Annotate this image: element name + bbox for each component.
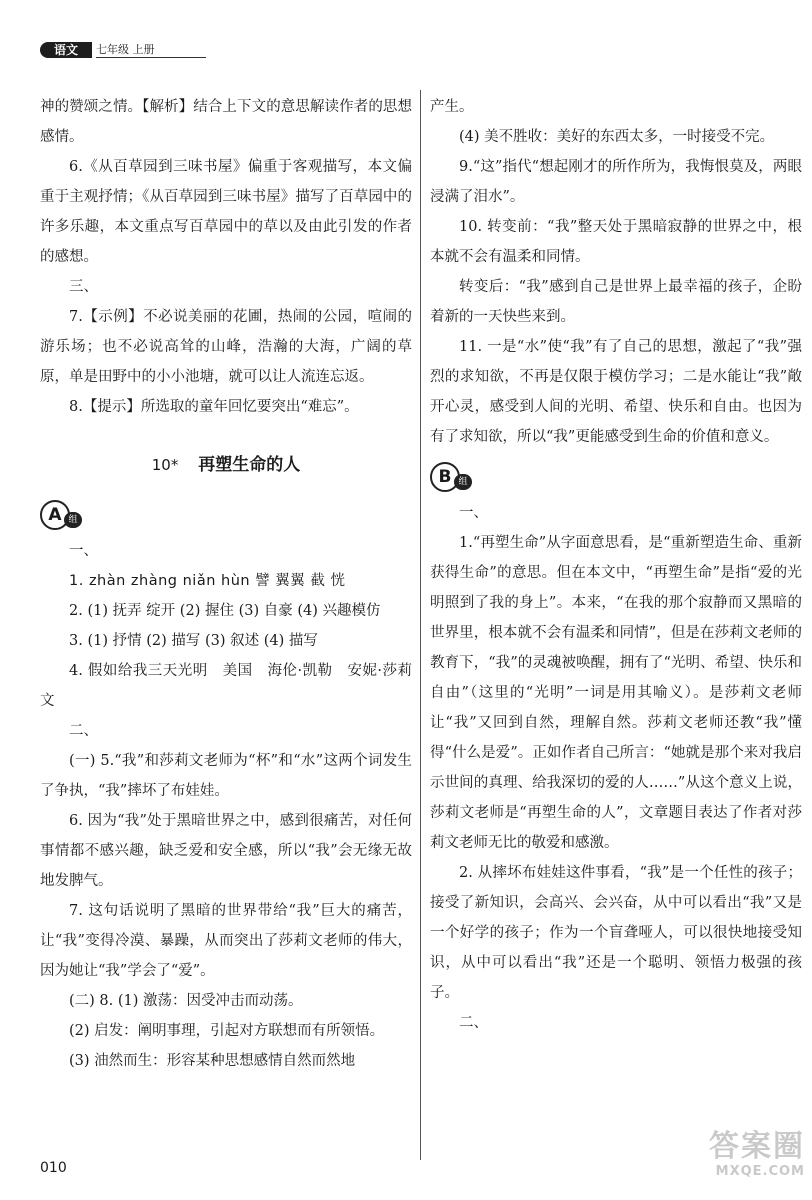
section-heading: 一、 (69, 543, 98, 559)
paragraph: (一) 5.“我”和莎莉文老师为“杯”和“水”这两个词发生了争执，“我”摔坏了布娃娃。 (40, 753, 412, 799)
section-heading: 二、 (69, 723, 98, 739)
right-column (430, 92, 802, 1038)
watermark-logo (680, 1130, 805, 1190)
column-divider (420, 90, 421, 1160)
paragraph: (二) 8. (1) 激荡：因受冲击而动荡。 (69, 993, 303, 1009)
badge-b-group: 组 (454, 474, 472, 490)
paragraph: 10. 转变前：“我”整天处于黑暗寂静的世界之中，根本就不会有温柔和同情。 (430, 219, 802, 265)
paragraph: 2. 从摔坏布娃娃这件事看，“我”是一个任性的孩子；接受了新知识，会高兴、会兴奋，从中可以看出“我”又是一个好学的孩子；作为一个盲聋哑人，可以很快地接受知识，从中可以看出“我”还是一个聪明、领悟力极强的孩子。 (430, 865, 802, 1001)
paragraph: (3) 油然而生：形容某种思想感情自然而然地 (69, 1053, 356, 1069)
paragraph: 1.“再塑生命”从字面意思看，是“重新塑造生命、重新获得生命”的意思。但在本文中，“再塑生命”是指“爱的光明照到了我的身上”。本来，“在我的那个寂静而又黑暗的世界里，根本就不会有温柔和同情”，但是在莎莉文老师的教育下，“我”的灵魂被唤醒，拥有了“光明、希望、快乐和自由”（这里的“光明”一词是用其喻义）。是莎莉文老师让“我”又回到自然，理解自然。莎莉文老师还教“我”懂得“什么是爱”。正如作者自己所言：“她就是那个来对我启示世间的真理、给我深切的爱的人……”从这个意义上说，莎莉文老师是“再塑生命的人”，文章题目表达了作者对莎莉文老师无比的敬爱和感激。 (430, 535, 802, 851)
badge-a-group: 组 (64, 512, 82, 528)
paragraph: 7. 这句话说明了黑暗的世界带给“我”巨大的痛苦，让“我”变得冷漠、暴躁，从而突出了莎莉文老师的伟大，因为她让“我”学会了“爱”。 (40, 903, 412, 979)
section-heading: 一、 (459, 505, 488, 521)
paragraph: 神的赞颂之情。【解析】结合上下文的意思解读作者的思想感情。 (40, 99, 412, 145)
section-heading: 二、 (459, 1015, 488, 1031)
watermark-url: MXQE.COM (715, 1164, 805, 1179)
header-rule (96, 57, 206, 58)
paragraph: 9.“这”指代“想起刚才的所作所为，我悔恨莫及，两眼浸满了泪水”。 (430, 159, 802, 205)
paragraph: 11. 一是“水”使“我”有了自己的思想，激起了“我”强烈的求知欲，不再是仅限于模仿学习；二是水能让“我”敞开心灵，感受到人间的光明、希望、快乐和自由。也因为有了求知欲，所以“我”更能感受到生命的价值和意义。 (430, 339, 802, 445)
lesson-title (40, 450, 412, 480)
section-heading: 三、 (69, 279, 98, 295)
paragraph: 6. 因为“我”处于黑暗世界之中，感到很痛苦，对任何事情都不感兴趣，缺乏爱和安全感，所以“我”会无缘无故地发脾气。 (40, 813, 412, 889)
group-a-badge (40, 500, 88, 530)
lesson-title-text: 再塑生命的人 (198, 455, 301, 475)
badge-b-letter: B (430, 462, 460, 492)
answer-q4: 4. 假如给我三天光明 美国 海伦·凯勒 安妮·莎莉文 (40, 663, 412, 709)
paragraph: 6.《从百草园到三味书屋》偏重于客观描写，本文偏重于主观抒情；《从百草园到三味书屋》描写了百草园中的许多乐趣，本文重点写百草园中的草以及由此引发的作者的感想。 (40, 159, 412, 265)
page-number: 010 (40, 1160, 67, 1176)
answer-q3: 3. (1) 抒情 (2) 描写 (3) 叙述 (4) 描写 (69, 633, 318, 649)
badge-a-letter: A (40, 500, 70, 530)
grade-label: 七年级 上册 (96, 43, 155, 56)
watermark-text: 答案圈 (709, 1129, 805, 1164)
paragraph: (2) 启发：阐明事理，引起对方联想而有所领悟。 (69, 1023, 385, 1039)
paragraph: 转变后：“我”感到自己是世界上最幸福的孩子，企盼着新的一天快些来到。 (430, 279, 802, 325)
subject-label: 语文 (40, 42, 92, 58)
page-header (40, 42, 190, 58)
paragraph: 7.【示例】不必说美丽的花圃，热闹的公园，喧闹的游乐场；也不必说高耸的山峰，浩瀚的大海，广阔的草原，单是田野中的小小池塘，就可以让人流连忘返。 (40, 309, 412, 385)
group-b-badge (430, 462, 478, 492)
lesson-number: 10* (151, 456, 179, 474)
left-column (40, 92, 412, 1076)
paragraph: 8.【提示】所选取的童年回忆要突出“难忘”。 (69, 399, 359, 415)
paragraph: 产生。 (430, 99, 474, 115)
answer-q1: 1. zhàn zhàng niǎn hùn 譬 翼翼 截 恍 (69, 573, 346, 589)
answer-q2: 2. (1) 抚弄 绽开 (2) 握住 (3) 自豪 (4) 兴趣模仿 (69, 603, 381, 619)
paragraph: (4) 美不胜收：美好的东西太多，一时接受不完。 (459, 129, 775, 145)
